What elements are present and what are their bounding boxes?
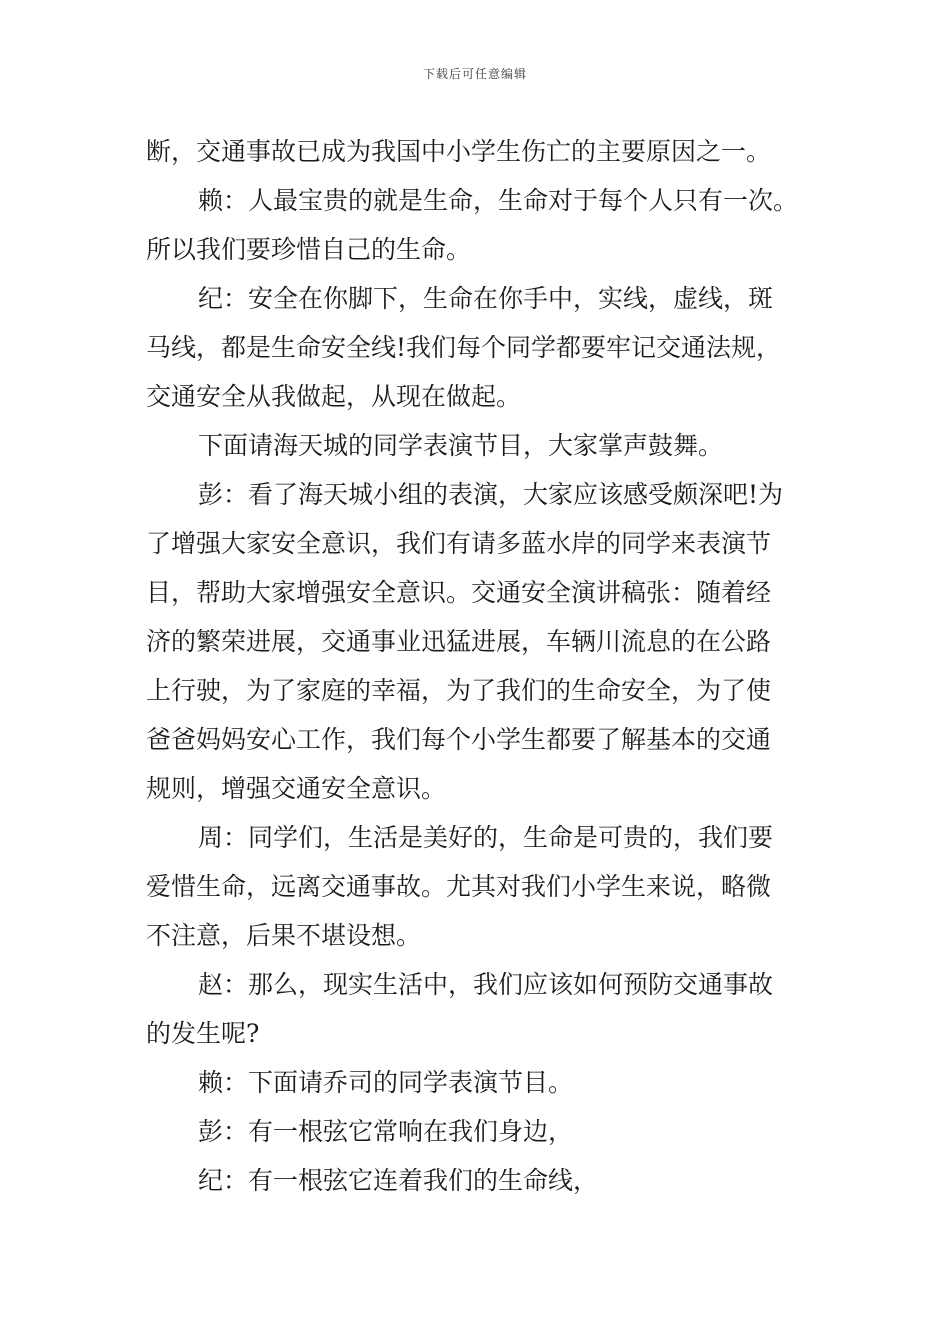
paragraph [146, 813, 816, 960]
paragraph [146, 1156, 816, 1205]
text-line: 周：同学们，生活是美好的，生命是可贵的，我们要 [198, 823, 774, 852]
text-line: 下面请海天城的同学表演节目，大家掌声鼓舞。 [198, 431, 724, 460]
page-header: 下载后可任意编辑 [422, 67, 527, 81]
text-line: 彭：有一根弦它常响在我们身边， [198, 1117, 574, 1146]
text-line: 彭：看了海天城小组的表演，大家应该感受颇深吧!为 [198, 480, 784, 509]
text-line: 赖：人最宝贵的就是生命，生命对于每个人只有一次。 [198, 186, 799, 215]
text-line: 赖：下面请乔司的同学表演节目。 [198, 1068, 574, 1097]
paragraph [146, 127, 816, 176]
text-line: 纪：有一根弦它连着我们的生命线， [198, 1166, 599, 1195]
paragraph [146, 470, 816, 813]
text-line: 爱惜生命，远离交通事故。尤其对我们小学生来说，略微 [146, 872, 772, 901]
text-line: 断，交通事故已成为我国中小学生伤亡的主要原因之一。 [146, 137, 772, 166]
text-line: 交通安全从我做起，从现在做起。 [146, 382, 522, 411]
document-body [146, 127, 816, 1205]
paragraph [146, 274, 816, 421]
paragraph [146, 421, 816, 470]
text-line: 爸爸妈妈安心工作，我们每个小学生都要了解基本的交通 [146, 725, 772, 754]
text-line: 的发生呢? [146, 1019, 260, 1048]
paragraph [146, 1058, 816, 1107]
paragraph [146, 176, 816, 274]
text-line: 马线，都是生命安全线!我们每个同学都要牢记交通法规， [146, 333, 782, 362]
text-line: 规则，增强交通安全意识。 [146, 774, 447, 803]
text-line: 所以我们要珍惜自己的生命。 [146, 235, 472, 264]
text-line: 了增强大家安全意识，我们有请多蓝水岸的同学来表演节 [146, 529, 772, 558]
text-line: 不注意，后果不堪设想。 [146, 921, 422, 950]
text-line: 赵：那么，现实生活中，我们应该如何预防交通事故 [198, 970, 774, 999]
text-line: 纪：安全在你脚下，生命在你手中，实线，虚线，斑 [198, 284, 774, 313]
text-line: 目，帮助大家增强安全意识。交通安全演讲稿张：随着经 [146, 578, 772, 607]
text-line: 上行驶，为了家庭的幸福，为了我们的生命安全，为了使 [146, 676, 772, 705]
paragraph [146, 1107, 816, 1156]
paragraph [146, 960, 816, 1058]
text-line: 济的繁荣进展，交通事业迅猛进展，车辆川流息的在公路 [146, 627, 772, 656]
